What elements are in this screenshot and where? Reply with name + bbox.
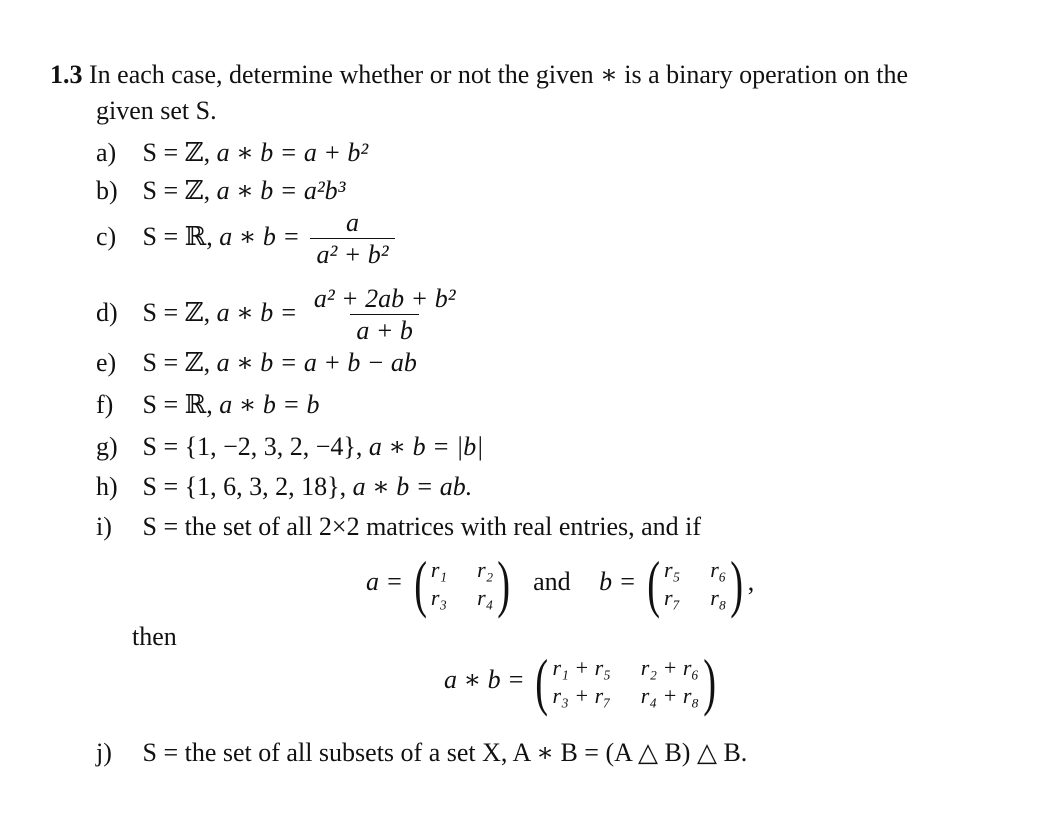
matrix-b-entry: r₆ xyxy=(710,557,727,582)
item-i-a-eq: a = xyxy=(366,566,404,596)
left-paren-icon: ( xyxy=(535,646,549,717)
item-b-set: S = ℤ, xyxy=(142,176,211,205)
right-paren-icon: ) xyxy=(497,548,511,619)
matrix-ab-entry: r₁ + r₅ xyxy=(552,655,611,680)
item-a-rule: a ∗ b = a + b² xyxy=(216,138,369,167)
item-b-rule: a ∗ b = a²b³ xyxy=(216,176,346,205)
item-a xyxy=(96,138,368,168)
right-paren-icon: ) xyxy=(730,548,744,619)
item-j-label: j) xyxy=(96,738,112,767)
item-j xyxy=(96,738,747,768)
item-d-label: d) xyxy=(96,298,118,327)
matrix-b-entry: r₈ xyxy=(710,585,727,610)
item-d-lhs: a ∗ b = xyxy=(216,298,298,327)
item-c-label: c) xyxy=(96,222,117,251)
item-h-rule: a ∗ b = ab. xyxy=(352,472,473,501)
item-c-numerator: a xyxy=(346,208,360,237)
matrix-a-entry: r₄ xyxy=(477,585,494,610)
item-h xyxy=(96,472,472,502)
item-d-set: S = ℤ, xyxy=(142,298,211,327)
item-h-label: h) xyxy=(96,472,118,501)
item-e xyxy=(96,348,417,378)
item-i-then: then xyxy=(132,622,177,651)
item-d xyxy=(96,284,466,346)
item-i-text: S = the set of all 2×2 matrices with real entries, and if xyxy=(142,512,702,541)
item-d-fraction xyxy=(308,284,462,346)
item-g-rule: a ∗ b = |b| xyxy=(368,432,484,461)
item-i-and: and xyxy=(533,566,571,596)
item-i-label: i) xyxy=(96,512,112,541)
problem-intro-line1: In each case, determine whether or not the given ∗ is a binary operation on the xyxy=(89,60,909,89)
item-c-lhs: a ∗ b = xyxy=(219,222,300,251)
item-d-denominator: a + b xyxy=(350,314,419,346)
item-b-label: b) xyxy=(96,176,118,205)
matrix-ab xyxy=(531,646,720,717)
item-j-text: S = the set of all subsets of a set X, A ∗ B = (A △ B) △ B. xyxy=(142,738,748,767)
item-c-set: S = ℝ, xyxy=(142,222,213,251)
left-paren-icon: ( xyxy=(646,548,660,619)
matrix-b-entry: r₅ xyxy=(664,557,681,582)
item-e-set: S = ℤ, xyxy=(142,348,211,377)
item-i xyxy=(96,512,701,542)
matrix-a xyxy=(410,548,515,619)
item-c xyxy=(96,208,399,270)
matrix-ab-entry: r₃ + r₇ xyxy=(552,683,611,708)
item-c-fraction xyxy=(310,208,394,270)
matrix-a-entry: r₂ xyxy=(477,557,494,582)
item-g xyxy=(96,432,483,462)
item-g-set: S = {1, −2, 3, 2, −4}, xyxy=(142,432,363,461)
item-g-label: g) xyxy=(96,432,118,461)
matrix-ab-entry: r₂ + r₆ xyxy=(640,655,700,680)
problem-heading xyxy=(50,60,908,90)
problem-number: 1.3 xyxy=(50,60,83,89)
matrix-b-entry: r₇ xyxy=(664,585,681,610)
item-i-b-eq: b = xyxy=(599,566,637,596)
item-i-matrices xyxy=(366,548,755,619)
left-paren-icon: ( xyxy=(413,548,427,619)
item-c-denominator: a² + b² xyxy=(310,238,394,270)
item-a-label: a) xyxy=(96,138,117,167)
matrix-a-entry: r₃ xyxy=(430,585,448,610)
item-f-label: f) xyxy=(96,390,114,419)
item-e-label: e) xyxy=(96,348,117,377)
item-e-rule: a ∗ b = a + b − ab xyxy=(216,348,417,377)
matrix-ab-entry: r₄ + r₈ xyxy=(640,683,700,708)
item-h-set: S = {1, 6, 3, 2, 18}, xyxy=(142,472,347,501)
item-a-set: S = ℤ, xyxy=(142,138,211,167)
item-b xyxy=(96,176,345,206)
matrix-a-entry: r₁ xyxy=(430,557,448,582)
matrix-b xyxy=(643,548,748,619)
right-paren-icon: ) xyxy=(703,646,717,717)
item-i-comma: , xyxy=(747,566,755,596)
item-f-rule: a ∗ b = b xyxy=(219,390,320,419)
item-d-numerator: a² + 2ab + b² xyxy=(313,284,456,313)
problem-intro-line2: given set S. xyxy=(96,96,217,125)
item-f xyxy=(96,390,319,420)
item-f-set: S = ℝ, xyxy=(142,390,213,419)
item-i-result xyxy=(444,646,720,717)
item-i-ab-eq: a ∗ b = xyxy=(444,664,525,694)
